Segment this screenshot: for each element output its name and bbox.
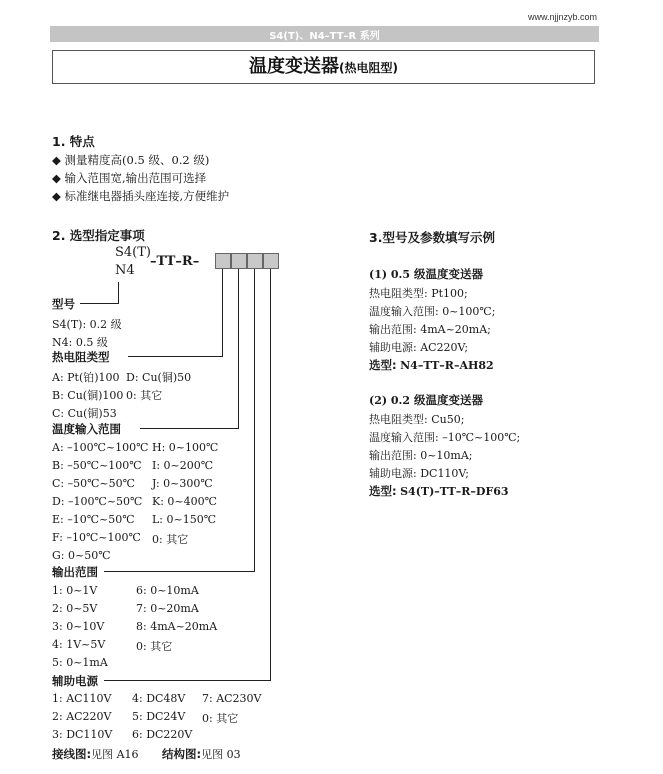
structure-ref — [162, 746, 241, 762]
range-option: H: 0~100℃ — [152, 441, 219, 454]
rtd-option: 0: 其它 — [126, 389, 163, 402]
type-option: N4: 0.5 级 — [52, 336, 108, 349]
model-suffix: –TT–R– — [150, 254, 200, 269]
rtd-option: C: Cu(铜)53 — [52, 407, 117, 420]
code-box-rtd — [215, 253, 231, 269]
example-line: 热电阻类型: Cu50; — [369, 413, 465, 426]
example-title: 级温度变送器 — [410, 267, 484, 281]
power-label: 辅助电源 — [52, 674, 98, 688]
output-option: 2: 0~5V — [52, 602, 98, 615]
wiring-value: 见图 A16 — [91, 748, 139, 761]
example-heading — [369, 266, 483, 282]
feature-text: 标准继电器插头座连接,方便维护 — [64, 189, 230, 203]
code-box-range — [231, 253, 247, 269]
example-line: 输出范围: 0~10mA; — [369, 449, 473, 462]
example-line: 输出范围: 4mA~20mA; — [369, 323, 491, 336]
example-line: 辅助电源: DC110V; — [369, 467, 469, 480]
series-title: S4(T)、N4–TT–R 系列 — [269, 31, 380, 42]
connector-line — [80, 303, 119, 304]
type-label: 型号 — [52, 297, 75, 311]
code-box-power — [263, 253, 279, 269]
examples-heading: 3.型号及参数填写示例 — [369, 230, 495, 245]
example-line: 温度输入范围: 0~100℃; — [369, 305, 496, 318]
structure-label: 结构图: — [162, 747, 202, 761]
range-option: A: –100℃~100℃ — [52, 441, 149, 454]
title-box — [52, 50, 595, 84]
output-option: 4: 1V~5V — [52, 638, 106, 651]
power-option: 3: DC110V — [52, 728, 113, 741]
code-box-output — [247, 253, 263, 269]
rtd-option: B: Cu(铜)100 — [52, 389, 124, 402]
feature-item — [52, 188, 229, 204]
example-model-label: 选型: — [369, 484, 397, 498]
page-title: 温度变送器 — [249, 56, 339, 77]
example-line: 温度输入范围: –10℃~100℃; — [369, 431, 521, 444]
website-url: www.njjnzyb.com — [527, 12, 597, 22]
example-model — [369, 483, 509, 499]
example-level: (2) 0.2 — [369, 394, 411, 407]
output-option: 8: 4mA~20mA — [136, 620, 218, 633]
range-option: D: –100℃~50℃ — [52, 495, 143, 508]
power-option: 4: DC48V — [132, 692, 186, 705]
diamond-bullet-icon: ◆ — [52, 171, 61, 185]
range-option: B: –50℃~100℃ — [52, 459, 142, 472]
range-option: C: –50℃~50℃ — [52, 477, 135, 490]
output-option: 6: 0~10mA — [136, 584, 199, 597]
power-option: 0: 其它 — [202, 712, 239, 725]
example-heading — [369, 392, 483, 408]
connector-line — [118, 282, 119, 304]
feature-text: 输入范围宽,输出范围可选择 — [64, 171, 207, 185]
range-option: 0: 其它 — [152, 533, 189, 546]
type-option: S4(T): 0.2 级 — [52, 318, 122, 331]
diamond-bullet-icon: ◆ — [52, 153, 61, 167]
range-option: J: 0~300℃ — [152, 477, 213, 490]
power-option: 6: DC220V — [132, 728, 193, 741]
example-model-value: S4(T)–TT–R–DF63 — [400, 485, 509, 498]
structure-value: 见图 03 — [201, 748, 241, 761]
range-option: G: 0~50℃ — [52, 549, 111, 562]
series-bar — [50, 26, 599, 42]
diamond-bullet-icon: ◆ — [52, 189, 61, 203]
connector-line — [270, 269, 271, 681]
connector-line — [254, 269, 255, 572]
model-n4: N4 — [115, 263, 135, 278]
connector-line — [140, 428, 239, 429]
rtd-option: A: Pt(铂)100 — [52, 371, 120, 384]
rtd-option: D: Cu(铜)50 — [126, 371, 192, 384]
connector-line — [222, 269, 223, 356]
feature-item — [52, 152, 209, 168]
output-option: 5: 0~1mA — [52, 656, 108, 669]
output-option: 1: 0~1V — [52, 584, 98, 597]
range-option: F: –10℃~100℃ — [52, 531, 141, 544]
page-subtitle: (热电阻型) — [339, 61, 398, 75]
range-label: 温度输入范围 — [52, 422, 121, 436]
example-title: 级温度变送器 — [410, 393, 484, 407]
range-option: I: 0~200℃ — [152, 459, 214, 472]
example-model — [369, 357, 494, 373]
output-label: 输出范围 — [52, 565, 98, 579]
power-option: 5: DC24V — [132, 710, 186, 723]
features-heading: 1. 特点 — [52, 134, 95, 149]
example-line: 辅助电源: AC220V; — [369, 341, 469, 354]
power-option: 7: AC230V — [202, 692, 262, 705]
example-level: (1) 0.5 — [369, 268, 411, 281]
example-line: 热电阻类型: Pt100; — [369, 287, 468, 300]
model-s4t: S4(T) — [115, 245, 151, 260]
wiring-label: 接线图: — [52, 747, 92, 761]
range-option: E: –10℃~50℃ — [52, 513, 135, 526]
output-option: 3: 0~10V — [52, 620, 105, 633]
range-option: L: 0~150℃ — [152, 513, 217, 526]
output-option: 7: 0~20mA — [136, 602, 199, 615]
connector-line — [104, 680, 271, 681]
power-option: 2: AC220V — [52, 710, 112, 723]
range-option: K: 0~400℃ — [152, 495, 217, 508]
example-model-value: N4–TT–R–AH82 — [400, 359, 494, 372]
feature-text: 测量精度高(0.5 级、0.2 级) — [64, 153, 210, 167]
connector-line — [238, 269, 239, 429]
connector-line — [128, 356, 223, 357]
connector-line — [104, 571, 255, 572]
wiring-ref — [52, 746, 139, 762]
output-option: 0: 其它 — [136, 640, 173, 653]
example-model-label: 选型: — [369, 358, 397, 372]
rtd-label: 热电阻类型 — [52, 350, 110, 364]
power-option: 1: AC110V — [52, 692, 112, 705]
feature-item — [52, 170, 206, 186]
selection-heading: 2. 选型指定事项 — [52, 228, 145, 243]
